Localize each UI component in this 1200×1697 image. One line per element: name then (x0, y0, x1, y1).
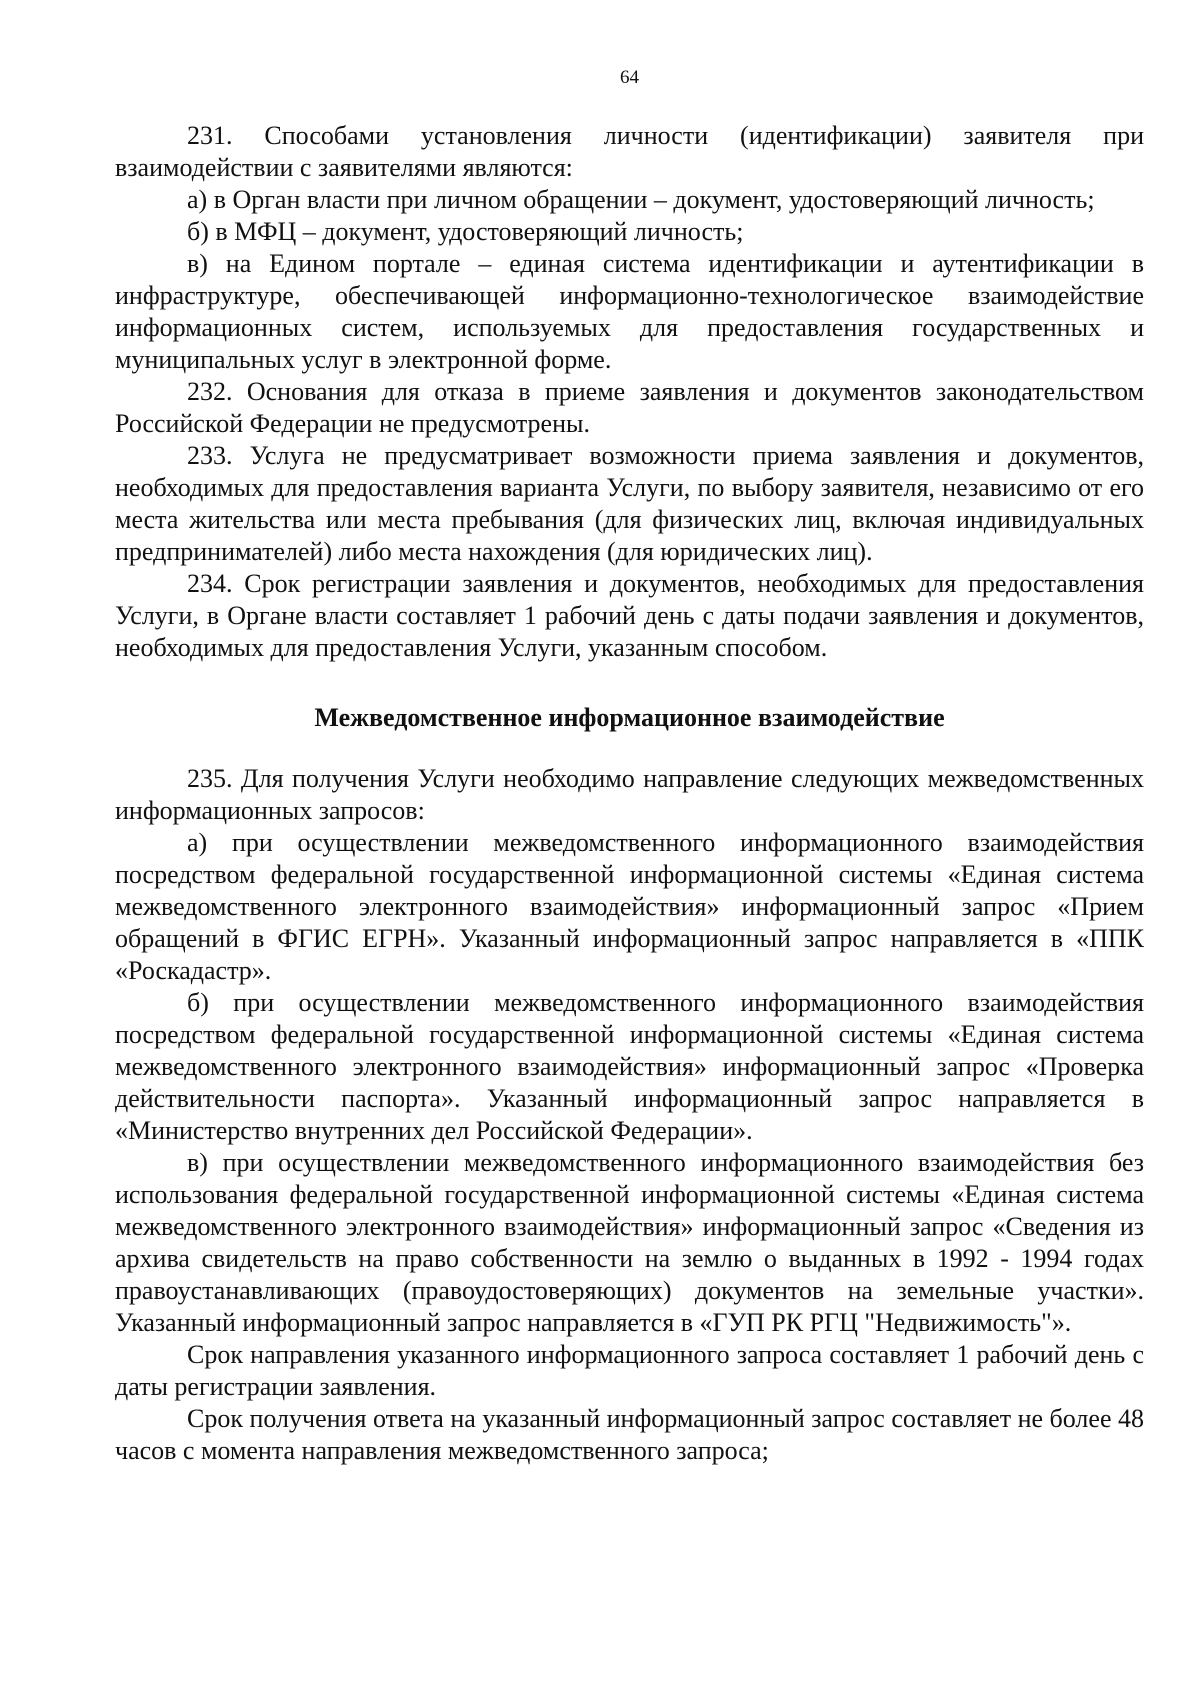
paragraph-response-deadline: Срок получения ответа на указанный информационный запрос составляет не более 48 часов с момента направления межведомственного запроса; (115, 1404, 1144, 1465)
paragraph-235-v: в) при осуществлении межведомственного информационного взаимодействия без использования федеральной государственной информационной системы «Единая система межведомственного электронного взаимодействия» информационный запрос «Сведения из архива свидетельств на право собственности на землю о выданных в 1992 - 1994 годах правоустанавливающих (правоудостоверяющих) документов на земельные участки». Указанный информационный запрос направляется в «ГУП РК РГЦ "Недвижимость"». (115, 1148, 1144, 1337)
page-number: 64 (620, 67, 639, 88)
section-heading: Межведомственное информационное взаимодействие (314, 703, 945, 732)
paragraph-231-a: а) в Орган власти при личном обращении – документ, удостоверяющий личность; (187, 185, 1095, 214)
paragraph-235: 235. Для получения Услуги необходимо направление следующих межведомственных информационных запросов: (115, 764, 1144, 825)
paragraph-request-deadline: Срок направления указанного информационного запроса составляет 1 рабочий день с даты регистрации заявления. (115, 1340, 1144, 1401)
paragraph-232: 232. Основания для отказа в приеме заявления и документов законодательством Российской Федерации не предусмотрены. (115, 377, 1144, 438)
paragraph-231: 231. Способами установления личности (идентификации) заявителя при взаимодействии с заявителями являются: (115, 121, 1144, 182)
paragraph-235-b: б) при осуществлении межведомственного информационного взаимодействия посредством федеральной государственной информационной системы «Единая система межведомственного электронного взаимодействия» информационный запрос «Проверка действительности паспорта». Указанный информационный запрос направляется в «Министерство внутренних дел Российской Федерации». (115, 988, 1144, 1145)
paragraph-233: 233. Услуга не предусматривает возможности приема заявления и документов, необходимых для предоставления варианта Услуги, по выбору заявителя, независимо от его места жительства или места пребывания (для физических лиц, включая индивидуальных предпринимателей) либо места нахождения (для юридических лиц). (115, 441, 1144, 566)
paragraph-235-a: а) при осуществлении межведомственного информационного взаимодействия посредством федеральной государственной информационной системы «Единая система межведомственного электронного взаимодействия» информационный запрос «Прием обращений в ФГИС ЕГРН». Указанный информационный запрос направляется в «ППК «Роскадастр». (115, 828, 1144, 985)
paragraph-234: 234. Срок регистрации заявления и документов, необходимых для предоставления Услуги, в Органе власти составляет 1 рабочий день с даты подачи заявления и документов, необходимых для предоставления Услуги, указанным способом. (115, 569, 1144, 662)
paragraph-231-v: в) на Едином портале – единая система идентификации и аутентификации в инфраструктуре, обеспечивающей информационно-технологическое взаимодействие информационных систем, используемых для предоставления государственных и муниципальных услуг в электронной форме. (115, 249, 1144, 374)
paragraph-231-b: б) в МФЦ – документ, удостоверяющий личность; (187, 217, 744, 246)
